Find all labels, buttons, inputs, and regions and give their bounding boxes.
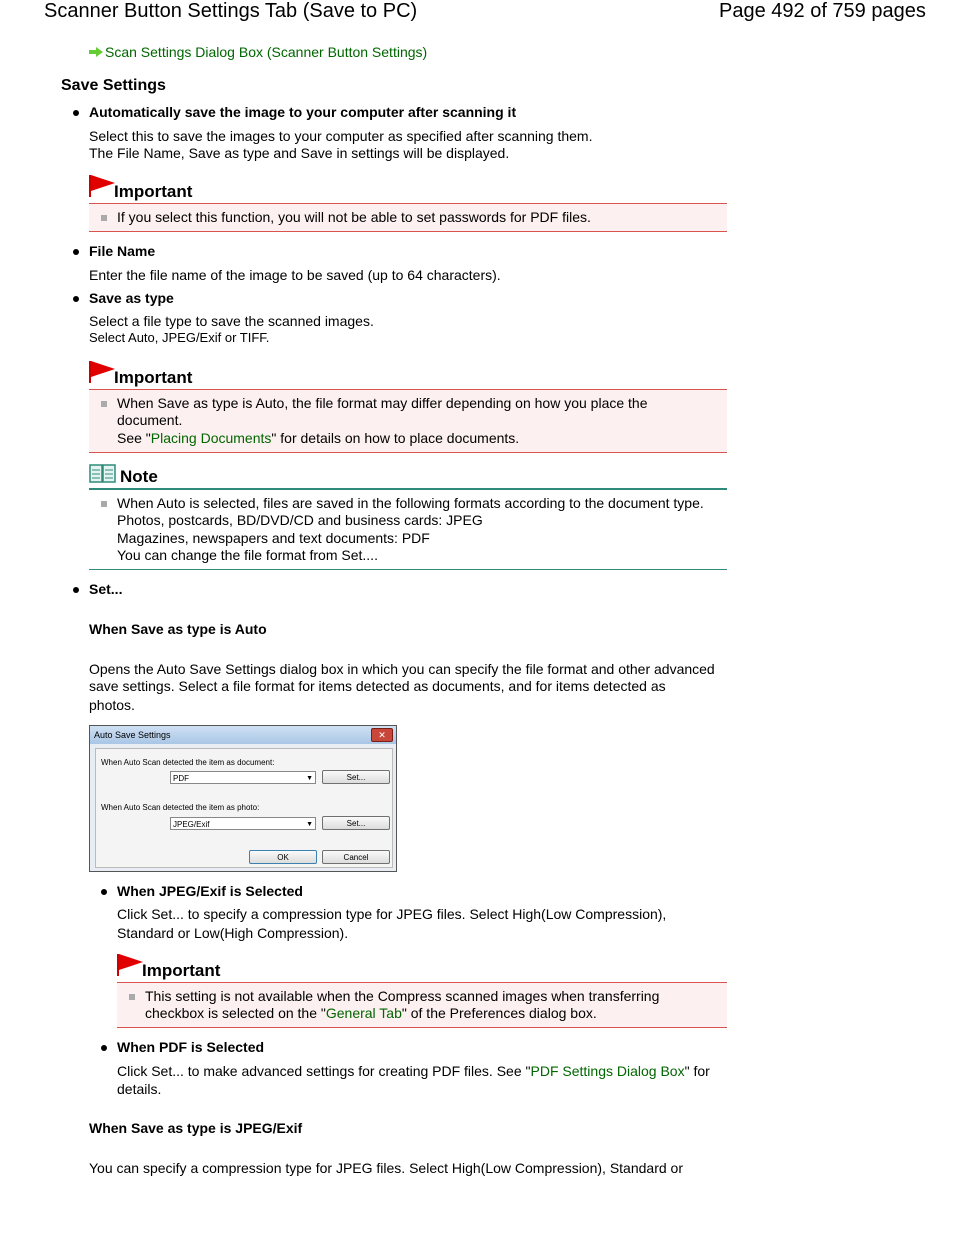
close-icon[interactable]: ✕ bbox=[371, 728, 393, 742]
arrow-right-icon bbox=[89, 47, 103, 57]
chevron-down-icon: ▼ bbox=[306, 775, 313, 782]
photo-label: When Auto Scan detected the item as photo: bbox=[101, 803, 260, 812]
page-number: Page 492 of 759 pages bbox=[719, 0, 926, 22]
auto-para-3: photos. bbox=[89, 697, 135, 713]
save-as-type-text-1: Select a file type to save the scanned images. bbox=[89, 313, 374, 329]
dialog-title-bar bbox=[90, 726, 396, 744]
important-label: Important bbox=[114, 368, 193, 387]
save-as-type-heading: Save as type bbox=[89, 290, 174, 306]
pdf-suffix: " for bbox=[684, 1063, 710, 1079]
bullet-icon bbox=[73, 249, 79, 255]
dialog-title: Auto Save Settings bbox=[94, 730, 171, 740]
auto-para-1: Opens the Auto Save Settings dialog box in which you can specify the file format and other advanced bbox=[89, 661, 715, 677]
important-box bbox=[89, 203, 727, 232]
important-label: Important bbox=[114, 182, 193, 201]
pdf-selected-text-2: details. bbox=[117, 1081, 162, 1097]
photo-set-button[interactable]: Set... bbox=[322, 816, 390, 830]
bullet-icon bbox=[73, 296, 79, 302]
set-heading: Set... bbox=[89, 581, 123, 597]
cancel-button[interactable]: Cancel bbox=[322, 850, 390, 864]
auto-save-text-1: Select this to save the images to your computer as specified after scanning them. bbox=[89, 128, 593, 144]
important-text-2 bbox=[145, 1005, 597, 1022]
note-text-2: Photos, postcards, BD/DVD/CD and business cards: JPEG bbox=[117, 512, 483, 528]
important-label: Important bbox=[142, 961, 221, 980]
square-bullet-icon bbox=[129, 994, 135, 1000]
page-title: Scanner Button Settings Tab (Save to PC) bbox=[44, 0, 418, 22]
photo-format-value: JPEG/Exif bbox=[173, 820, 210, 829]
jpeg-para: You can specify a compression type for JPEG files. Select High(Low Compression), Standard or bbox=[89, 1160, 683, 1176]
doc-format-select[interactable] bbox=[170, 771, 316, 784]
note-box bbox=[89, 488, 727, 570]
square-bullet-icon bbox=[101, 215, 107, 221]
note-label: Note bbox=[120, 467, 158, 486]
auto-save-settings-dialog bbox=[89, 725, 397, 872]
placing-documents-link[interactable]: Placing Documents bbox=[150, 430, 272, 446]
auto-heading: When Save as type is Auto bbox=[89, 621, 267, 637]
jpeg-selected-text-1: Click Set... to specify a compression type for JPEG files. Select High(Low Compression), bbox=[117, 906, 667, 922]
save-as-type-text-2: Select Auto, JPEG/Exif or TIFF. bbox=[89, 330, 270, 345]
photo-format-select[interactable] bbox=[170, 817, 316, 830]
note-book-icon bbox=[89, 464, 117, 484]
note-text-3: Magazines, newspapers and text documents: PDF bbox=[117, 530, 430, 546]
breadcrumb-link[interactable]: Scan Settings Dialog Box (Scanner Button Settings) bbox=[105, 44, 428, 60]
section-title: Save Settings bbox=[61, 77, 166, 94]
pdf-selected-heading: When PDF is Selected bbox=[117, 1039, 265, 1055]
red-flag-icon bbox=[89, 361, 115, 383]
red-flag-icon bbox=[117, 954, 143, 976]
chevron-down-icon: ▼ bbox=[306, 821, 313, 828]
general-tab-link[interactable]: General Tab bbox=[325, 1005, 402, 1021]
important-text-1: When Save as type is Auto, the file format may differ depending on how you place the bbox=[117, 395, 648, 411]
red-flag-icon bbox=[89, 175, 115, 197]
important-text: If you select this function, you will not be able to set passwords for PDF files. bbox=[117, 209, 591, 225]
important-text-3 bbox=[117, 430, 519, 447]
auto-save-text-2: The File Name, Save as type and Save in settings will be displayed. bbox=[89, 145, 510, 161]
auto-para-2: save settings. Select a file format for items detected as documents, and for items detected as bbox=[89, 678, 666, 694]
square-bullet-icon bbox=[101, 501, 107, 507]
doc-set-button[interactable]: Set... bbox=[322, 770, 390, 784]
bullet-icon bbox=[101, 889, 107, 895]
bullet-icon bbox=[73, 587, 79, 593]
file-name-heading: File Name bbox=[89, 243, 156, 259]
pdf-selected-text-1 bbox=[117, 1063, 710, 1080]
see-suffix: " for details on how to place documents. bbox=[271, 430, 520, 446]
note-text-4: You can change the file format from Set.... bbox=[117, 547, 378, 563]
important-text-2: document. bbox=[117, 412, 183, 428]
bullet-icon bbox=[101, 1045, 107, 1051]
doc-format-value: PDF bbox=[173, 774, 189, 783]
important-box bbox=[117, 982, 727, 1028]
general-tab-suffix: " of the Preferences dialog box. bbox=[401, 1005, 597, 1021]
important-box bbox=[89, 389, 727, 453]
general-tab-prefix: checkbox is selected on the " bbox=[145, 1005, 326, 1021]
note-text-1: When Auto is selected, files are saved in the following formats according to the document type. bbox=[117, 495, 704, 511]
ok-button[interactable]: OK bbox=[249, 850, 317, 864]
jpeg-heading: When Save as type is JPEG/Exif bbox=[89, 1120, 303, 1136]
jpeg-selected-text-2: Standard or Low(High Compression). bbox=[117, 925, 349, 941]
important-text-1: This setting is not available when the Compress scanned images when transferring bbox=[145, 988, 660, 1004]
dialog-body bbox=[95, 748, 393, 868]
square-bullet-icon bbox=[101, 401, 107, 407]
auto-save-heading: Automatically save the image to your computer after scanning it bbox=[89, 104, 517, 120]
jpeg-selected-heading: When JPEG/Exif is Selected bbox=[117, 883, 303, 899]
bullet-icon bbox=[73, 110, 79, 116]
pdf-settings-link[interactable]: PDF Settings Dialog Box bbox=[530, 1063, 685, 1079]
doc-label: When Auto Scan detected the item as document: bbox=[101, 758, 275, 767]
pdf-prefix: Click Set... to make advanced settings for creating PDF files. See " bbox=[117, 1063, 531, 1079]
see-prefix: See " bbox=[117, 430, 151, 446]
file-name-text: Enter the file name of the image to be saved (up to 64 characters). bbox=[89, 267, 501, 283]
